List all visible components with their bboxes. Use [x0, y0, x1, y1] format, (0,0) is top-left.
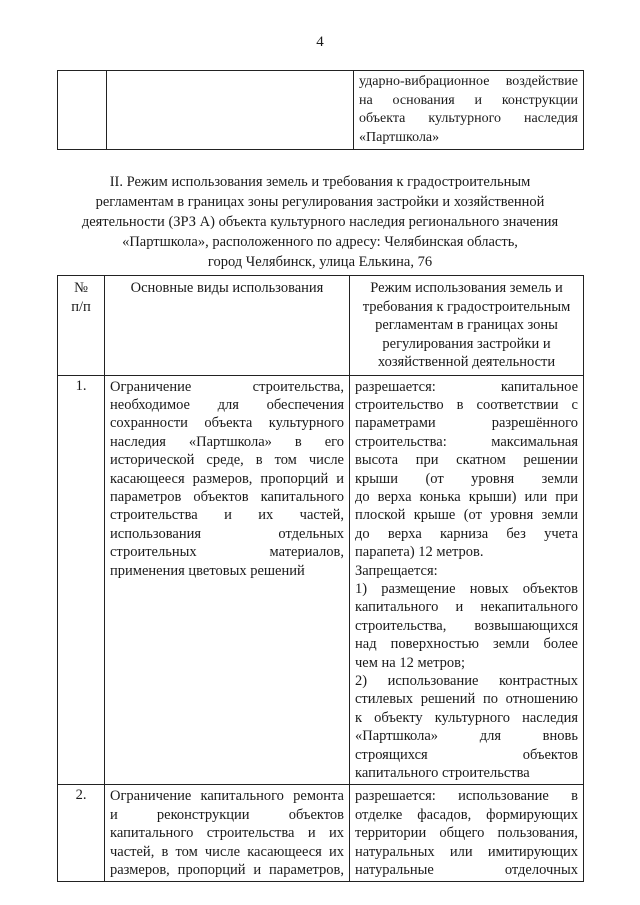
table-row: [58, 375, 584, 785]
continuation-uses-cell: [107, 71, 354, 150]
continuation-regime-cell: [354, 71, 584, 150]
row-uses-cell: Ограничение строительства, необходимое для обеспечения сохранности объекта культурного наследия «Партшкола» в его исторической среде, в том числе касающееся размеров, пропорций и параметров объектов капитального строительства и их частей, использования отдельных строительных материалов, применения цветовых решений: [105, 375, 350, 785]
section-heading-line: II. Режим использования земель и требования к градостроительным: [109, 174, 531, 190]
row-regime-cell: разрешается: капитальное строительство в соответствии с параметрами разрешённого строительства: максимальная высота при скатном решении крыши (от уровня земли до верха конька крыши) или при плоской крыше (от уровня земли до верха карниза без учета парапета) 12 метров. Запрещается: 1) размещение новых объектов капитального и некапитального строительства, возвышающихся над поверхностью земли более чем на 12 метров; 2) использование контрастных стилевых решений по отношению к объекту культурного наследия «Партшкола» для вновь строящихся объектов капитального строительства: [350, 375, 584, 785]
header-uses: Основные виды использования: [105, 276, 350, 376]
table-row: [58, 785, 584, 882]
row-uses-cell: Ограничение капитального ремонта и реконструкции объектов капитального строительства и их частей, в том числе касающееся их размеров, пропорций и параметров,: [105, 785, 350, 882]
section-heading: [70, 172, 570, 272]
section-heading-line: «Партшкола», расположенного по адресу: Челябинская область,: [122, 234, 518, 250]
continuation-line: «Партшкола»: [359, 129, 440, 145]
row-number: 1.: [58, 375, 105, 785]
header-num: № п/п: [58, 276, 105, 376]
section-heading-line: регламентам в границах зоны регулирования застройки и хозяйственной: [95, 194, 545, 210]
continuation-line: объекта культурного наследия: [359, 111, 578, 126]
table-header-row: [58, 276, 584, 376]
section-heading-line: деятельности (ЗРЗ А) объекта культурного наследия регионального значения: [81, 214, 559, 230]
header-regime: Режим использования земель и требования к градостроительным регламентам в границах зоны регулирования застройки и хозяйственной деятельности: [350, 276, 584, 376]
continuation-line: ударно-вибрационное воздействие: [359, 74, 578, 89]
continuation-line: на основания и конструкции: [359, 92, 578, 108]
page-number: 4: [316, 34, 324, 50]
row-regime-cell: разрешается: использование в отделке фасадов, формирующих территории общего пользования, натуральных или имитирующих натуральные отделочных: [350, 785, 584, 882]
row-number: 2.: [58, 785, 105, 882]
section-heading-line: город Челябинск, улица Елькина, 76: [207, 254, 433, 270]
regime-table: [57, 275, 584, 882]
continuation-table: [57, 70, 584, 150]
continuation-num-cell: [58, 71, 107, 150]
